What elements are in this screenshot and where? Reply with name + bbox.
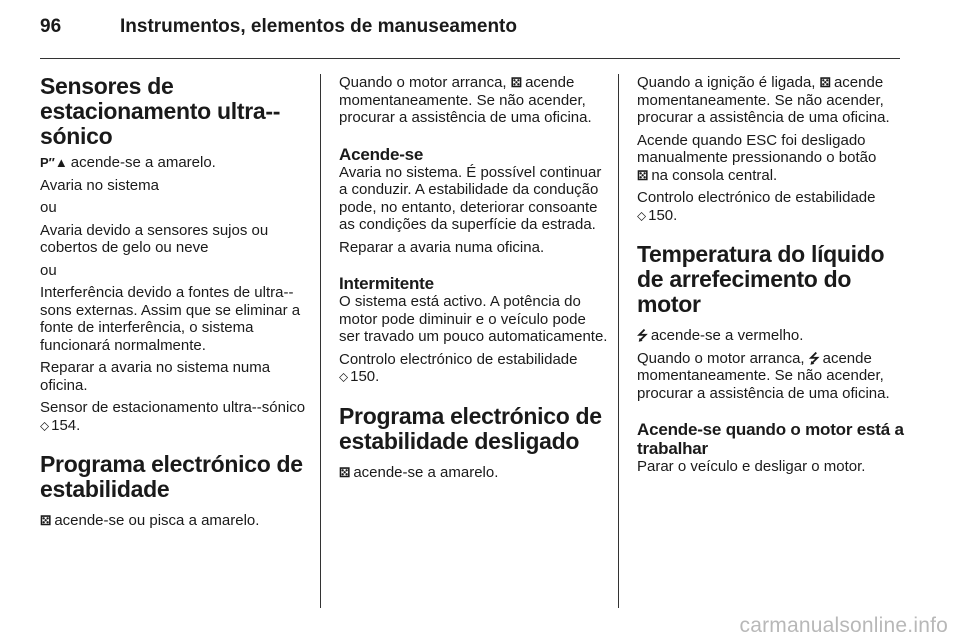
page-header [40,16,900,46]
coolant-temperature-icon: ⭍ [637,328,648,343]
esp-off-icon: ⚄ [339,464,351,480]
page-reference[interactable]: 154. [51,416,81,434]
reference-arrow-icon: ⬦ [339,369,349,384]
paragraph: Acende quando ESC foi desligado manualmente pressionando o botão ⚄ na consola central. [637,131,877,184]
subheading-engine-running: Acende-se quando o motor está a trabalhar [637,420,904,458]
column-divider-1 [320,74,321,608]
column-3 [637,74,905,476]
reference-arrow-icon: ⬦ [637,207,647,223]
section-heading-parking-sensors: Sensores de estacionamento ultra--sónico [40,73,281,149]
paragraph: Reparar a avaria no sistema numa oficina. [40,359,271,394]
section-heading-coolant: Temperatura do líquido de arrefecimento do motor [637,241,885,317]
parking-sensor-icon: P″▲ [40,155,68,170]
paragraph: Interferência devido a fontes de ultra--sons externas. Assim que se eliminar a fonte de interferência, o sistema funcionará normalmente. [40,284,301,354]
section-heading-esp-off: Programa electrónico de estabilidade desligado [339,402,602,454]
paragraph: Controlo electrónico de estabilidade ⬦ 150. [637,189,876,224]
column-2 [339,74,609,481]
paragraph: Quando o motor arranca, ⚄ acende momentaneamente. Se não acender, procurar a assistência de uma oficina. [339,74,592,126]
paragraph: ⭍ acende-se a vermelho. [637,327,804,344]
paragraph: Avaria no sistema [40,176,159,194]
column-1 [40,74,312,530]
reference-arrow-icon: ⬦ [40,417,50,433]
coolant-temperature-icon: ⭍ [808,350,820,366]
paragraph: Quando o motor arranca, ⭍ acende momentaneamente. Se não acender, procurar a assistência de uma oficina. [637,349,890,402]
watermark: carmanualsonline.info [739,614,948,637]
paragraph: Avaria no sistema. É possível continuar a conduzir. A estabilidade da condução pode, no entanto, deteriorar consoante as condições da superfície da estrada. [339,163,602,233]
page-reference[interactable]: 150. [648,206,678,224]
column-divider-2 [618,74,619,608]
paragraph: ⚄ acende-se a amarelo. [339,463,499,481]
esp-off-icon: ⚄ [637,167,649,183]
subheading-on: Acende-se [339,144,424,164]
paragraph: ou [40,199,57,216]
subheading-flashing: Intermitente [339,274,434,293]
paragraph: Reparar a avaria numa oficina. [339,238,545,256]
esp-off-icon: ⚄ [819,75,831,90]
paragraph: O sistema está activo. A potência do motor pode diminuir e o veículo pode ser travado um pouco automaticamente. [339,293,608,345]
paragraph: P″▲ acende-se a amarelo. [40,154,216,171]
page-number: 96 [40,16,62,37]
paragraph: Avaria devido a sensores sujos ou cobertos de gelo ou neve [40,221,269,256]
paragraph: Controlo electrónico de estabilidade ⬦ 150. [339,350,578,385]
section-heading-esp: Programa electrónico de estabilidade [40,451,303,502]
page-reference[interactable]: 150. [350,368,380,385]
paragraph: Quando a ignição é ligada, ⚄ acende momentaneamente. Se não acender, procurar a assistência de uma oficina. [637,74,890,126]
esp-icon: ⚄ [510,75,523,90]
paragraph: ⚄ acende-se ou pisca a amarelo. [40,512,260,529]
esp-icon: ⚄ [40,513,52,528]
paragraph: Sensor de estacionamento ultra--sónico ⬦ 154. [40,399,306,434]
page-title: Instrumentos, elementos de manuseamento [120,16,517,37]
paragraph: ou [40,261,57,279]
paragraph: Parar o veículo e desligar o motor. [637,458,866,475]
header-divider [40,58,900,59]
